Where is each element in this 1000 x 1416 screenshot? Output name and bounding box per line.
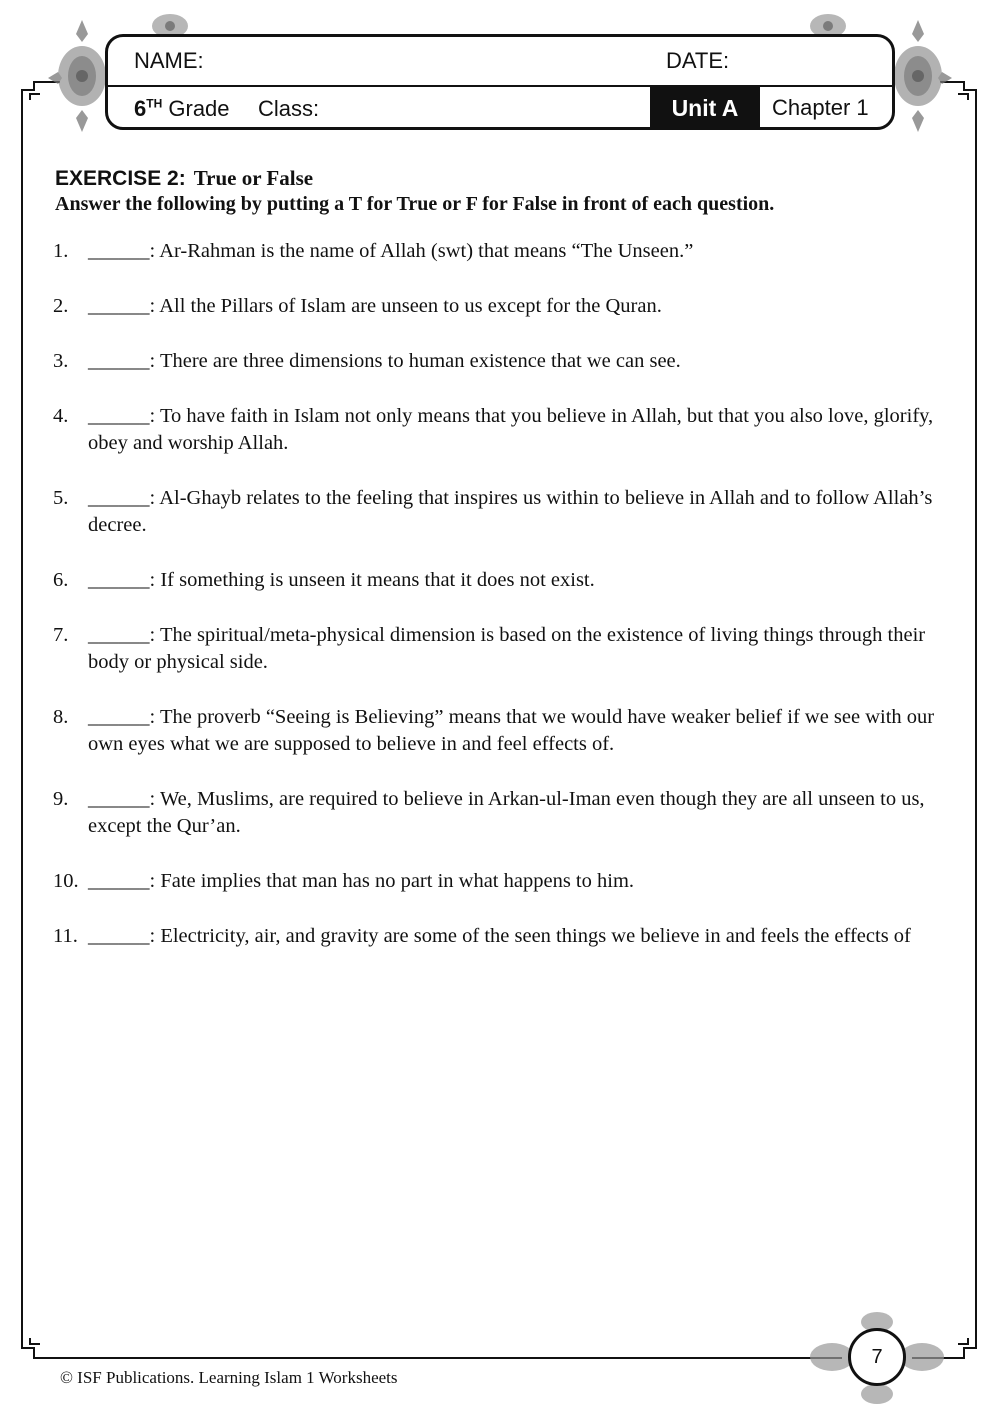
footer-copyright: © ISF Publications. Learning Islam 1 Worksheets xyxy=(60,1368,398,1387)
question-item[interactable] xyxy=(55,567,935,594)
header-row-name-date xyxy=(108,37,892,87)
page-number: 7 xyxy=(848,1328,906,1386)
question-item[interactable] xyxy=(55,622,935,676)
grade-suffix: TH xyxy=(146,96,163,111)
exercise-instruction: Answer the following by putting a T for True or F for False in front of each question. xyxy=(55,193,775,215)
question-item[interactable] xyxy=(55,704,935,758)
question-item[interactable] xyxy=(55,293,935,320)
question-item[interactable] xyxy=(55,923,935,950)
question-text: ______: If something is unseen it means that it does not exist. xyxy=(88,569,595,591)
question-item[interactable] xyxy=(55,485,935,539)
question-number: 10. xyxy=(53,870,79,892)
question-number: 11. xyxy=(53,925,78,947)
question-item[interactable] xyxy=(55,786,935,840)
exercise-title: EXERCISE 2: xyxy=(55,167,186,190)
left-ornament-icon xyxy=(48,20,106,132)
question-item[interactable] xyxy=(55,868,935,895)
question-text: ______: Electricity, air, and gravity are some of the seen things we believe in and feels the effects of xyxy=(88,925,911,947)
question-item[interactable] xyxy=(55,238,935,265)
question-text: ______: Fate implies that man has no part in what happens to him. xyxy=(88,870,635,892)
grade-label: Grade xyxy=(168,96,230,121)
question-number: 7. xyxy=(53,624,69,646)
question-number: 6. xyxy=(53,569,69,591)
date-label: DATE: xyxy=(666,48,730,73)
name-label: NAME: xyxy=(134,48,204,73)
class-label: Class: xyxy=(258,96,320,121)
question-text: ______: Ar-Rahman is the name of Allah (swt) that means “The Unseen.” xyxy=(88,240,694,262)
worksheet-header xyxy=(105,34,895,130)
grade-label-group xyxy=(134,96,230,122)
question-item[interactable] xyxy=(55,348,935,375)
question-number: 3. xyxy=(53,350,69,372)
right-ornament-icon xyxy=(894,20,952,132)
grade-number: 6 xyxy=(134,96,147,121)
unit-badge: Unit A xyxy=(650,85,760,130)
question-text: ______: The spiritual/meta-physical dimension is based on the existence of living things through their body or physical side. xyxy=(88,624,926,673)
question-text: ______: There are three dimensions to human existence that we can see. xyxy=(88,350,681,372)
question-number: 1. xyxy=(53,240,69,262)
header-row-grade-class xyxy=(108,85,892,130)
exercise-subtitle: True or False xyxy=(193,166,314,190)
question-text: ______: The proverb “Seeing is Believing” means that we would have weaker belief if we see with our own eyes what we are supposed to believe in and feel effects of. xyxy=(88,706,935,755)
question-item[interactable] xyxy=(55,403,935,457)
question-text: ______: Al-Ghayb relates to the feeling that inspires us within to believe in Allah and to follow Allah’s decree. xyxy=(88,487,933,536)
question-text: ______: All the Pillars of Islam are unseen to us except for the Quran. xyxy=(88,295,662,317)
exercise-content xyxy=(55,166,935,978)
question-number: 8. xyxy=(53,706,69,728)
question-number: 4. xyxy=(53,405,69,427)
question-text: ______: We, Muslims, are required to believe in Arkan-ul-Iman even though they are all unseen to us, except the Qur’an. xyxy=(88,788,925,837)
question-number: 2. xyxy=(53,295,69,317)
question-number: 5. xyxy=(53,487,69,509)
question-number: 9. xyxy=(53,788,69,810)
exercise-heading xyxy=(55,166,935,191)
question-list xyxy=(55,238,935,950)
chapter-label: Chapter 1 xyxy=(772,95,869,120)
question-text: ______: To have faith in Islam not only means that you believe in Allah, but that you also love, glorify, obey and worship Allah. xyxy=(88,405,934,454)
